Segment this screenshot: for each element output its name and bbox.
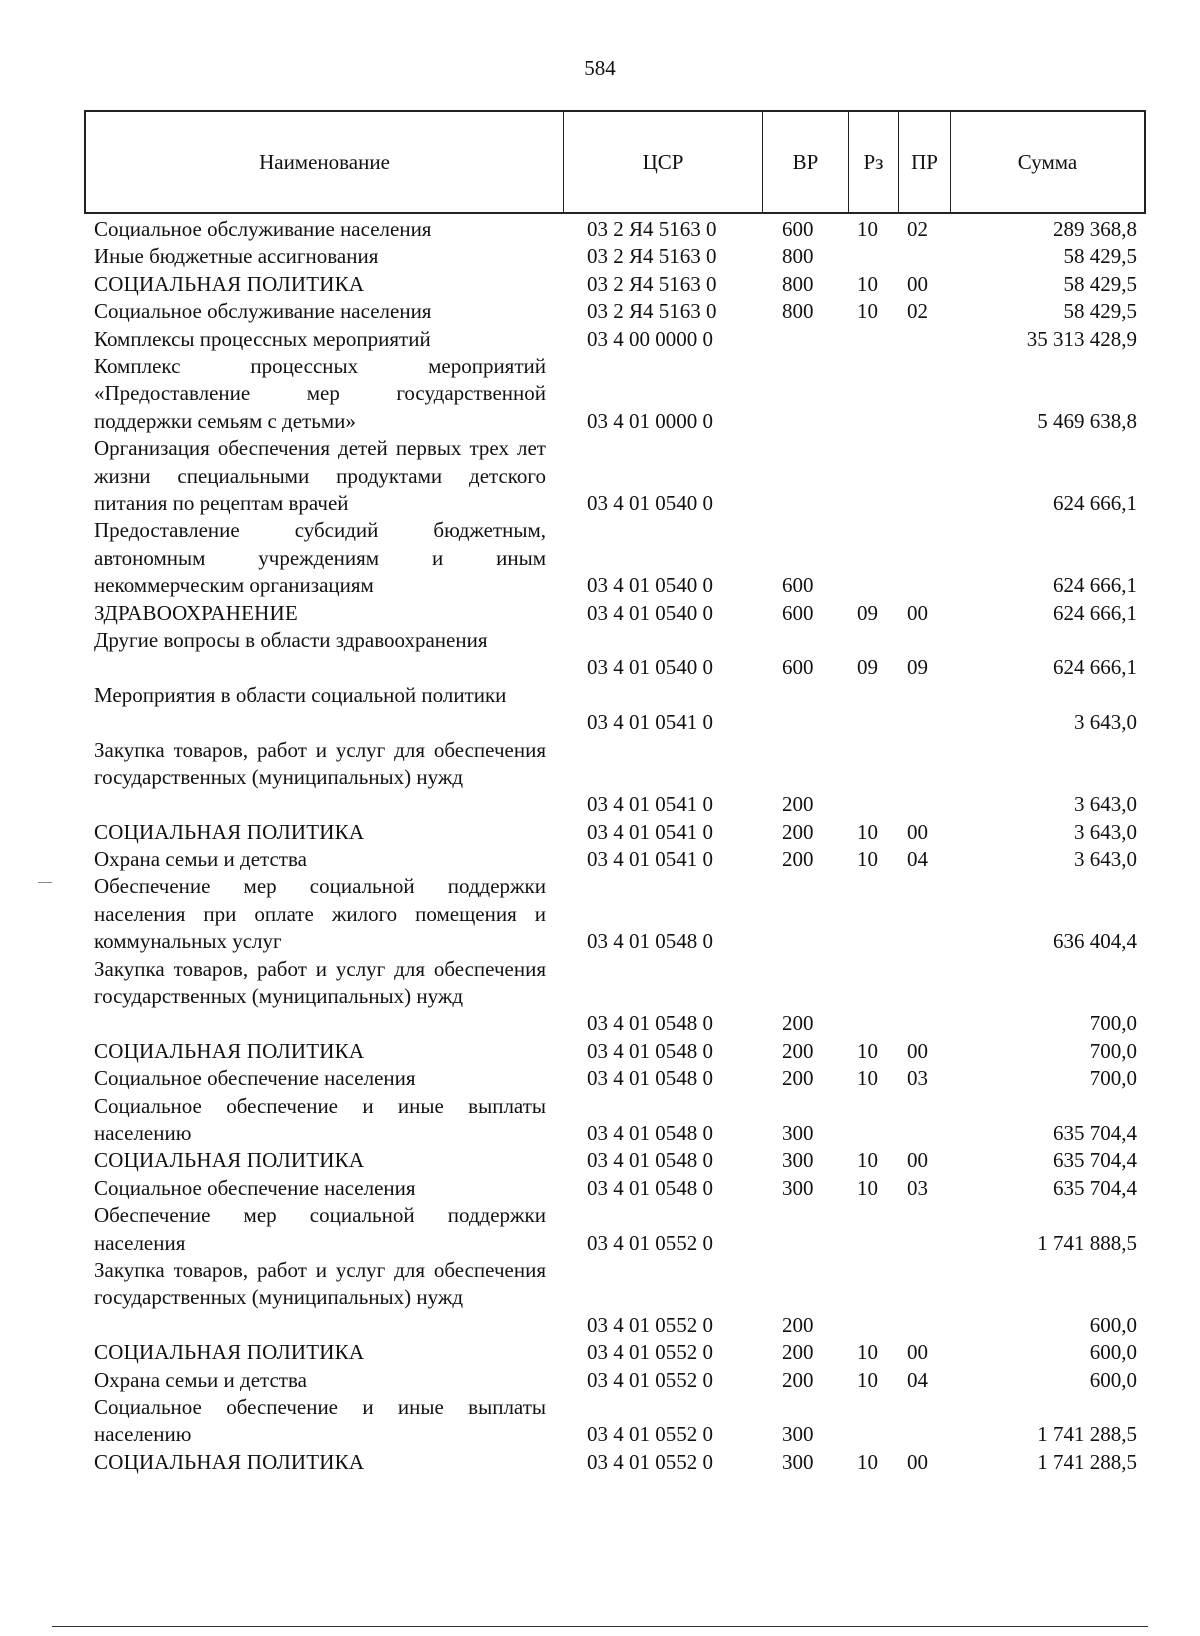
table-row xyxy=(0,1038,1200,1065)
row-name: Социальное обеспечение населения xyxy=(94,1066,416,1091)
row-pr: 03 xyxy=(907,1175,928,1200)
row-sum: 289 368,8 xyxy=(1053,216,1137,241)
row-sum: 624 666,1 xyxy=(1053,655,1137,680)
row-csr: 03 4 00 0000 0 xyxy=(587,326,713,351)
table-row xyxy=(0,271,1200,298)
row-vr: 300 xyxy=(782,1449,814,1474)
row-csr: 03 4 01 0548 0 xyxy=(587,1148,713,1173)
row-rz: 10 xyxy=(857,1148,878,1173)
row-sum: 3 643,0 xyxy=(1074,819,1137,844)
page-number: 584 xyxy=(584,56,616,80)
row-vr: 200 xyxy=(782,1340,814,1365)
table-row xyxy=(0,956,1200,1038)
row-rz: 09 xyxy=(857,600,878,625)
row-sum: 3 643,0 xyxy=(1074,847,1137,872)
row-vr: 800 xyxy=(782,271,814,296)
row-pr: 00 xyxy=(907,1038,928,1063)
row-name: СОЦИАЛЬНАЯ ПОЛИТИКА xyxy=(94,1148,365,1173)
table-row xyxy=(0,682,1200,737)
row-sum: 600,0 xyxy=(1089,1340,1137,1365)
row-name: Охрана семьи и детства xyxy=(94,1367,307,1392)
row-pr: 04 xyxy=(907,1367,928,1392)
row-pr: 03 xyxy=(907,1066,928,1091)
table-row xyxy=(0,737,1200,819)
table-header xyxy=(84,110,1146,214)
row-name: Обеспечение мер социальной поддержки населения xyxy=(94,1203,546,1255)
row-csr: 03 2 Я4 5163 0 xyxy=(587,271,717,296)
table-row xyxy=(0,517,1200,599)
row-name: Организация обеспечения детей первых трех лет жизни специальными продуктами детского питания по рецептам врачей xyxy=(94,436,546,515)
column-header-csr: ЦСР xyxy=(563,112,762,212)
row-sum: 3 643,0 xyxy=(1074,710,1137,735)
row-csr: 03 4 01 0540 0 xyxy=(587,600,713,625)
row-sum: 636 404,4 xyxy=(1053,929,1137,954)
row-vr: 200 xyxy=(782,1011,814,1036)
row-csr: 03 2 Я4 5163 0 xyxy=(587,299,717,324)
row-vr: 200 xyxy=(782,819,814,844)
row-vr: 300 xyxy=(782,1175,814,1200)
row-csr: 03 4 01 0541 0 xyxy=(587,847,713,872)
row-name: СОЦИАЛЬНАЯ ПОЛИТИКА xyxy=(94,1340,365,1365)
table-body xyxy=(0,216,1200,1476)
row-csr: 03 4 01 0548 0 xyxy=(587,1038,713,1063)
row-csr: 03 4 01 0540 0 xyxy=(587,490,713,515)
table-row xyxy=(0,298,1200,325)
row-sum: 700,0 xyxy=(1089,1011,1137,1036)
row-vr: 800 xyxy=(782,299,814,324)
row-csr: 03 4 01 0541 0 xyxy=(587,792,713,817)
row-rz: 10 xyxy=(857,216,878,241)
table-row xyxy=(0,1147,1200,1174)
row-name: Социальное обеспечение и иные выплаты населению xyxy=(94,1093,546,1146)
table-row xyxy=(0,819,1200,846)
row-pr: 00 xyxy=(907,271,928,296)
row-rz: 10 xyxy=(857,1367,878,1392)
row-csr: 03 4 01 0548 0 xyxy=(587,1121,713,1146)
row-rz: 10 xyxy=(857,1340,878,1365)
row-vr: 200 xyxy=(782,1066,814,1091)
row-pr: 02 xyxy=(907,299,928,324)
row-vr: 200 xyxy=(782,792,814,817)
row-rz: 10 xyxy=(857,819,878,844)
table-row xyxy=(0,353,1200,435)
row-sum: 635 704,4 xyxy=(1053,1148,1137,1173)
row-name: Обеспечение мер социальной поддержки населения при оплате жилого помещения и коммунальных услуг xyxy=(94,874,546,954)
table-row xyxy=(0,1339,1200,1366)
row-pr: 00 xyxy=(907,1340,928,1365)
table-row xyxy=(0,873,1200,955)
row-name: Закупка товаров, работ и услуг для обеспечения государственных (муниципальных) нужд xyxy=(94,737,546,789)
row-name: Иные бюджетные ассигнования xyxy=(94,244,379,269)
row-sum: 624 666,1 xyxy=(1053,573,1137,598)
row-name: Социальное обслуживание населения xyxy=(94,299,432,324)
table-row xyxy=(0,1065,1200,1092)
row-name: СОЦИАЛЬНАЯ ПОЛИТИКА xyxy=(94,1449,365,1474)
row-sum: 58 429,5 xyxy=(1063,244,1137,269)
row-csr: 03 4 01 0552 0 xyxy=(587,1449,713,1474)
row-vr: 200 xyxy=(782,1312,814,1337)
row-name: ЗДРАВООХРАНЕНИЕ xyxy=(94,600,298,625)
row-sum: 635 704,4 xyxy=(1053,1121,1137,1146)
row-pr: 00 xyxy=(907,819,928,844)
row-rz: 10 xyxy=(857,847,878,872)
row-csr: 03 4 01 0548 0 xyxy=(587,929,713,954)
row-name: Закупка товаров, работ и услуг для обеспечения государственных (муниципальных) нужд xyxy=(94,956,546,1009)
row-vr: 600 xyxy=(782,600,814,625)
row-vr: 600 xyxy=(782,216,814,241)
row-name: Мероприятия в области социальной политики xyxy=(94,682,507,707)
column-header-sum: Сумма xyxy=(950,112,1144,212)
row-csr: 03 4 01 0552 0 xyxy=(587,1340,713,1365)
table-row xyxy=(0,600,1200,627)
row-vr: 200 xyxy=(782,1038,814,1063)
table-row xyxy=(0,846,1200,873)
table-row xyxy=(0,1257,1200,1339)
row-sum: 3 643,0 xyxy=(1074,792,1137,817)
table-row xyxy=(0,1202,1200,1257)
row-pr: 09 xyxy=(907,655,928,680)
row-vr: 200 xyxy=(782,847,814,872)
row-sum: 1 741 288,5 xyxy=(1037,1422,1137,1447)
row-name: Комплексы процессных мероприятий xyxy=(94,326,431,351)
row-sum: 635 704,4 xyxy=(1053,1175,1137,1200)
row-name: Закупка товаров, работ и услуг для обеспечения государственных (муниципальных) нужд xyxy=(94,1258,546,1310)
row-sum: 5 469 638,8 xyxy=(1037,408,1137,433)
row-csr: 03 4 01 0552 0 xyxy=(587,1312,713,1337)
table-row xyxy=(0,243,1200,270)
row-pr: 00 xyxy=(907,1449,928,1474)
row-rz: 10 xyxy=(857,1449,878,1474)
row-csr: 03 4 01 0552 0 xyxy=(587,1230,713,1255)
row-sum: 1 741 288,5 xyxy=(1037,1449,1137,1474)
table-row xyxy=(0,1449,1200,1476)
row-csr: 03 2 Я4 5163 0 xyxy=(587,244,717,269)
row-csr: 03 4 01 0552 0 xyxy=(587,1422,713,1447)
row-sum: 1 741 888,5 xyxy=(1037,1230,1137,1255)
table-row xyxy=(0,1367,1200,1394)
table-row xyxy=(0,1175,1200,1202)
row-sum: 35 313 428,9 xyxy=(1026,326,1137,351)
row-name: Социальное обеспечение и иные выплаты населению xyxy=(94,1394,546,1447)
row-name: Охрана семьи и детства xyxy=(94,847,307,872)
row-csr: 03 4 01 0548 0 xyxy=(587,1175,713,1200)
row-pr: 00 xyxy=(907,1148,928,1173)
row-csr: 03 4 01 0541 0 xyxy=(587,819,713,844)
table-row xyxy=(0,435,1200,517)
row-rz: 10 xyxy=(857,1038,878,1063)
row-vr: 300 xyxy=(782,1148,814,1173)
table-row xyxy=(0,1093,1200,1148)
row-vr: 300 xyxy=(782,1121,814,1146)
row-rz: 10 xyxy=(857,1175,878,1200)
row-csr: 03 4 01 0540 0 xyxy=(587,573,713,598)
row-sum: 624 666,1 xyxy=(1053,600,1137,625)
row-sum: 700,0 xyxy=(1089,1066,1137,1091)
row-name: Социальное обслуживание населения xyxy=(94,217,432,241)
table-row xyxy=(0,216,1200,243)
row-name: СОЦИАЛЬНАЯ ПОЛИТИКА xyxy=(94,1038,365,1063)
row-rz: 10 xyxy=(857,299,878,324)
column-header-rz: Рз xyxy=(848,112,898,212)
row-csr: 03 4 01 0000 0 xyxy=(587,408,713,433)
row-csr: 03 4 01 0540 0 xyxy=(587,655,713,680)
row-csr: 03 4 01 0552 0 xyxy=(587,1367,713,1392)
column-header-vr: ВР xyxy=(762,112,848,212)
row-sum: 58 429,5 xyxy=(1063,299,1137,324)
row-sum: 58 429,5 xyxy=(1063,271,1137,296)
row-rz: 10 xyxy=(857,1066,878,1091)
row-rz: 10 xyxy=(857,271,878,296)
row-pr: 00 xyxy=(907,600,928,625)
row-csr: 03 4 01 0548 0 xyxy=(587,1066,713,1091)
row-name: Другие вопросы в области здравоохранения xyxy=(94,627,488,652)
row-vr: 800 xyxy=(782,244,814,269)
row-vr: 600 xyxy=(782,573,814,598)
row-pr: 04 xyxy=(907,847,928,872)
row-sum: 600,0 xyxy=(1089,1367,1137,1392)
row-rz: 09 xyxy=(857,655,878,680)
row-name: СОЦИАЛЬНАЯ ПОЛИТИКА xyxy=(94,271,365,296)
margin-mark xyxy=(38,882,52,883)
table-row xyxy=(0,627,1200,682)
row-pr: 02 xyxy=(907,216,928,241)
row-name: СОЦИАЛЬНАЯ ПОЛИТИКА xyxy=(94,819,365,844)
row-vr: 300 xyxy=(782,1422,814,1447)
row-name: Предоставление субсидий бюджетным, автономным учреждениям и иным некоммерческим организациям xyxy=(94,518,546,598)
row-sum: 624 666,1 xyxy=(1053,490,1137,515)
table-row xyxy=(0,1394,1200,1449)
column-header-name: Наименование xyxy=(259,149,390,174)
row-sum: 600,0 xyxy=(1089,1312,1137,1337)
row-vr: 600 xyxy=(782,655,814,680)
row-name: Комплекс процессных мероприятий «Предоставление мер государственной поддержки семьям с детьми» xyxy=(94,353,546,433)
row-vr: 200 xyxy=(782,1367,814,1392)
row-sum: 700,0 xyxy=(1089,1038,1137,1063)
row-csr: 03 4 01 0541 0 xyxy=(587,710,713,735)
row-csr: 03 4 01 0548 0 xyxy=(587,1011,713,1036)
column-header-pr: ПР xyxy=(898,112,950,212)
table-row xyxy=(0,326,1200,353)
row-csr: 03 2 Я4 5163 0 xyxy=(587,216,717,241)
row-name: Социальное обеспечение населения xyxy=(94,1175,416,1200)
footer-rule xyxy=(52,1626,1148,1627)
